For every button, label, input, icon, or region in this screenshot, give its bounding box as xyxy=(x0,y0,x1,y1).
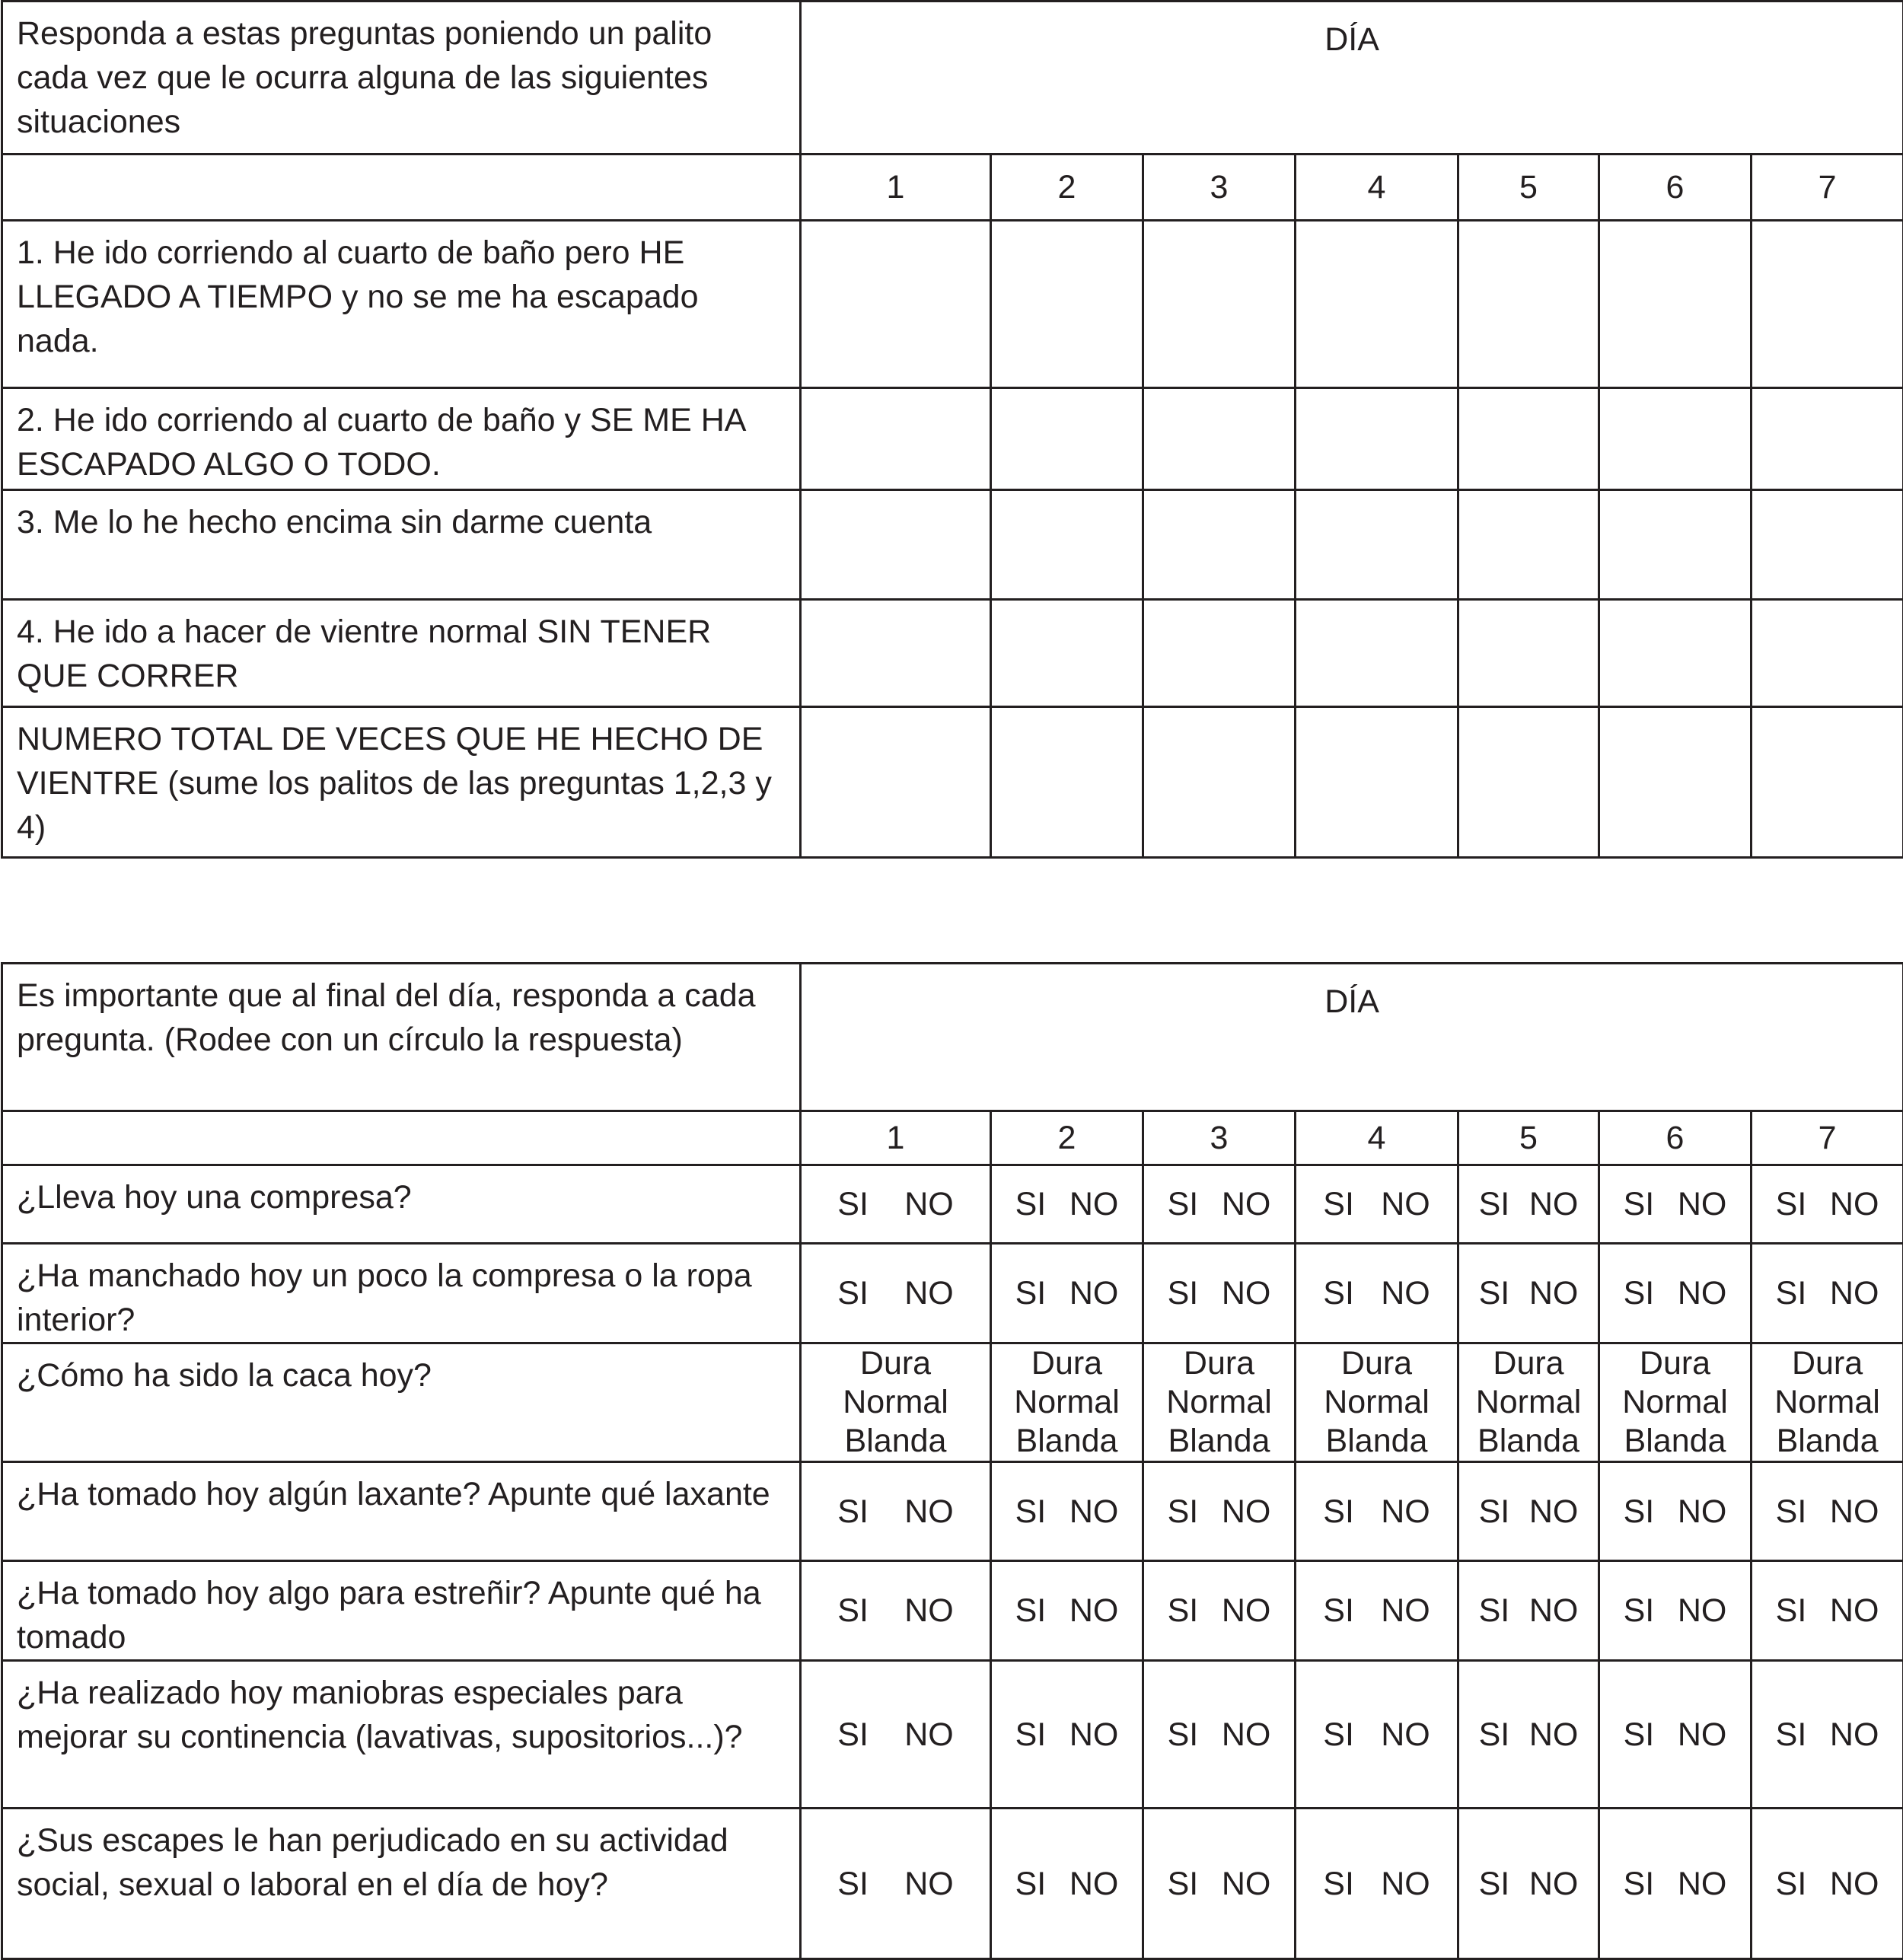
answer-cell xyxy=(1296,1661,1458,1809)
question-row xyxy=(2,1462,1903,1561)
option-si[interactable]: SI xyxy=(1776,1271,1807,1315)
tally-cell[interactable] xyxy=(991,490,1143,600)
yes-no-options xyxy=(1459,1490,1598,1534)
option-si[interactable]: SI xyxy=(1015,1271,1047,1315)
option-si[interactable]: SI xyxy=(1323,1182,1354,1226)
day-number: 7 xyxy=(1752,1111,1903,1165)
tally-cell[interactable] xyxy=(1458,221,1599,388)
option-no[interactable]: NO xyxy=(1678,1713,1727,1757)
option-si[interactable]: SI xyxy=(1776,1490,1807,1534)
option-no[interactable]: NO xyxy=(1529,1490,1579,1534)
tally-cell[interactable] xyxy=(1458,707,1599,858)
option-no[interactable]: NO xyxy=(1830,1271,1879,1315)
yes-no-options xyxy=(1600,1490,1750,1534)
empty-corner-cell xyxy=(2,155,801,221)
option-stool[interactable]: Normal xyxy=(1459,1383,1598,1422)
yes-no-options xyxy=(1752,1589,1902,1633)
tally-question: 3. Me lo he hecho encima sin darme cuenta xyxy=(2,490,801,600)
tally-cell[interactable] xyxy=(801,221,991,388)
yes-no-options xyxy=(1144,1862,1294,1906)
tally-cell[interactable] xyxy=(991,388,1143,490)
answer-cell xyxy=(1143,1244,1296,1343)
question-row xyxy=(2,1165,1903,1244)
yes-no-options xyxy=(1296,1490,1457,1534)
option-no[interactable]: NO xyxy=(1529,1182,1579,1226)
yes-no-options xyxy=(1600,1589,1750,1633)
option-stool[interactable]: Normal xyxy=(1144,1383,1294,1422)
yes-no-options xyxy=(1459,1182,1598,1226)
yes-no-options xyxy=(992,1182,1142,1226)
end-of-day-table xyxy=(1,962,1903,1960)
day-number: 1 xyxy=(801,155,991,221)
answer-cell xyxy=(1458,1809,1599,1959)
yes-no-options xyxy=(1752,1271,1902,1315)
option-stool[interactable]: Dura xyxy=(1459,1344,1598,1383)
option-no[interactable]: NO xyxy=(1069,1490,1119,1534)
option-no[interactable]: NO xyxy=(904,1490,954,1534)
option-no[interactable]: NO xyxy=(1830,1713,1879,1757)
question-text: ¿Ha realizado hoy maniobras especiales para mejorar su continencia (lavativas, supositorios...)? xyxy=(2,1661,801,1809)
yes-no-options xyxy=(1459,1862,1598,1906)
tally-cell[interactable] xyxy=(991,600,1143,707)
answer-cell xyxy=(1143,1343,1296,1462)
yes-no-options xyxy=(992,1862,1142,1906)
option-no[interactable]: NO xyxy=(1381,1490,1430,1534)
option-no[interactable]: NO xyxy=(1830,1589,1879,1633)
option-stool[interactable]: Dura xyxy=(1752,1344,1902,1383)
answer-cell xyxy=(801,1244,991,1343)
option-no[interactable]: NO xyxy=(1222,1271,1271,1315)
option-stool[interactable]: Blanda xyxy=(1459,1422,1598,1461)
option-si[interactable]: SI xyxy=(1479,1589,1510,1633)
day-header: DÍA xyxy=(801,964,1903,1111)
tally-cell[interactable] xyxy=(1752,490,1903,600)
yes-no-options xyxy=(802,1182,990,1226)
option-si[interactable]: SI xyxy=(1168,1271,1199,1315)
yes-no-options xyxy=(1144,1271,1294,1315)
yes-no-options xyxy=(1144,1182,1294,1226)
yes-no-options xyxy=(1459,1713,1598,1757)
answer-cell xyxy=(1143,1661,1296,1809)
option-si[interactable]: SI xyxy=(1015,1490,1047,1534)
tally-row xyxy=(2,707,1903,858)
option-si[interactable]: SI xyxy=(1624,1713,1655,1757)
yes-no-options xyxy=(1296,1862,1457,1906)
yes-no-options xyxy=(802,1862,990,1906)
answer-cell xyxy=(801,1343,991,1462)
instructions: Es importante que al final del día, responda a cada pregunta. (Rodee con un círculo la respuesta) xyxy=(2,964,801,1111)
answer-cell xyxy=(801,1661,991,1809)
answer-cell xyxy=(1458,1343,1599,1462)
option-si[interactable]: SI xyxy=(1479,1862,1510,1906)
question-text: ¿Cómo ha sido la caca hoy? xyxy=(2,1343,801,1462)
option-si[interactable]: SI xyxy=(837,1713,869,1757)
option-si[interactable]: SI xyxy=(1624,1182,1655,1226)
tally-row xyxy=(2,490,1903,600)
option-stool[interactable]: Dura xyxy=(992,1344,1142,1383)
stool-options xyxy=(1600,1344,1750,1461)
yes-no-options xyxy=(1600,1182,1750,1226)
option-no[interactable]: NO xyxy=(1381,1271,1430,1315)
yes-no-options xyxy=(992,1271,1142,1315)
yes-no-options xyxy=(802,1490,990,1534)
tally-question: NUMERO TOTAL DE VECES QUE HE HECHO DE VIENTRE (sume los palitos de las preguntas 1,2,3 y 4) xyxy=(2,707,801,858)
day-number: 1 xyxy=(801,1111,991,1165)
option-si[interactable]: SI xyxy=(1015,1713,1047,1757)
stool-options xyxy=(1144,1344,1294,1461)
yes-no-options xyxy=(1752,1490,1902,1534)
option-si[interactable]: SI xyxy=(1479,1182,1510,1226)
question-row xyxy=(2,1343,1903,1462)
tally-cell[interactable] xyxy=(1599,388,1752,490)
option-stool[interactable]: Blanda xyxy=(1752,1422,1902,1461)
option-no[interactable]: NO xyxy=(1678,1862,1727,1906)
tally-cell[interactable] xyxy=(1458,600,1599,707)
option-no[interactable]: NO xyxy=(1678,1490,1727,1534)
answer-cell xyxy=(1143,1165,1296,1244)
option-stool[interactable]: Normal xyxy=(1752,1383,1902,1422)
tally-cell[interactable] xyxy=(1296,600,1458,707)
option-no[interactable]: NO xyxy=(1529,1589,1579,1633)
option-si[interactable]: SI xyxy=(837,1589,869,1633)
answer-cell xyxy=(1296,1244,1458,1343)
tally-row xyxy=(2,600,1903,707)
bowel-diary-table xyxy=(1,0,1903,859)
answer-cell xyxy=(1599,1165,1752,1244)
option-si[interactable]: SI xyxy=(1479,1271,1510,1315)
answer-cell xyxy=(1143,1809,1296,1959)
option-stool[interactable]: Dura xyxy=(802,1344,990,1383)
answer-cell xyxy=(1143,1561,1296,1661)
tally-row xyxy=(2,221,1903,388)
option-no[interactable]: NO xyxy=(1222,1490,1271,1534)
yes-no-options xyxy=(992,1589,1142,1633)
yes-no-options xyxy=(1752,1862,1902,1906)
answer-cell xyxy=(1458,1561,1599,1661)
day-number: 2 xyxy=(991,155,1143,221)
option-si[interactable]: SI xyxy=(1624,1490,1655,1534)
answer-cell xyxy=(1599,1561,1752,1661)
header-row xyxy=(2,2,1903,155)
answer-cell xyxy=(1296,1462,1458,1561)
answer-cell xyxy=(991,1343,1143,1462)
stool-options xyxy=(1752,1344,1902,1461)
option-si[interactable]: SI xyxy=(1168,1182,1199,1226)
option-no[interactable]: NO xyxy=(1529,1862,1579,1906)
day-number: 6 xyxy=(1599,1111,1752,1165)
empty-corner-cell xyxy=(2,1111,801,1165)
tally-cell[interactable] xyxy=(1296,388,1458,490)
option-si[interactable]: SI xyxy=(1776,1713,1807,1757)
stool-options xyxy=(1296,1344,1457,1461)
option-no[interactable]: NO xyxy=(1222,1589,1271,1633)
tally-cell[interactable] xyxy=(1143,490,1296,600)
option-si[interactable]: SI xyxy=(1323,1271,1354,1315)
tally-cell[interactable] xyxy=(1458,388,1599,490)
option-si[interactable]: SI xyxy=(837,1271,869,1315)
yes-no-options xyxy=(1459,1271,1598,1315)
tally-row xyxy=(2,388,1903,490)
option-no[interactable]: NO xyxy=(1222,1182,1271,1226)
option-si[interactable]: SI xyxy=(1624,1271,1655,1315)
answer-cell xyxy=(1599,1343,1752,1462)
option-no[interactable]: NO xyxy=(904,1862,954,1906)
day-number: 2 xyxy=(991,1111,1143,1165)
tally-cell[interactable] xyxy=(801,388,991,490)
question-text: ¿Lleva hoy una compresa? xyxy=(2,1165,801,1244)
tally-question: 1. He ido corriendo al cuarto de baño pero HE LLEGADO A TIEMPO y no se me ha escapado nada. xyxy=(2,221,801,388)
answer-cell xyxy=(801,1561,991,1661)
option-si[interactable]: SI xyxy=(1323,1862,1354,1906)
tally-cell[interactable] xyxy=(1296,707,1458,858)
answer-cell xyxy=(801,1165,991,1244)
tally-cell[interactable] xyxy=(1143,600,1296,707)
yes-no-options xyxy=(1459,1589,1598,1633)
option-stool[interactable]: Dura xyxy=(1296,1344,1457,1383)
answer-cell xyxy=(1458,1165,1599,1244)
yes-no-options xyxy=(1752,1713,1902,1757)
option-no[interactable]: NO xyxy=(1069,1713,1119,1757)
option-no[interactable]: NO xyxy=(1830,1182,1879,1226)
option-si[interactable]: SI xyxy=(1168,1713,1199,1757)
option-no[interactable]: NO xyxy=(1222,1862,1271,1906)
tally-cell[interactable] xyxy=(991,707,1143,858)
instructions: Responda a estas preguntas poniendo un palito cada vez que le ocurra alguna de las siguientes situaciones xyxy=(2,2,801,155)
option-si[interactable]: SI xyxy=(837,1862,869,1906)
stool-options xyxy=(1459,1344,1598,1461)
option-stool[interactable]: Normal xyxy=(1296,1383,1457,1422)
answer-cell xyxy=(991,1462,1143,1561)
tally-cell[interactable] xyxy=(1599,707,1752,858)
option-no[interactable]: NO xyxy=(1678,1589,1727,1633)
tally-cell[interactable] xyxy=(801,707,991,858)
option-si[interactable]: SI xyxy=(1168,1862,1199,1906)
tally-cell[interactable] xyxy=(1752,388,1903,490)
option-si[interactable]: SI xyxy=(1323,1713,1354,1757)
question-text: ¿Ha manchado hoy un poco la compresa o la ropa interior? xyxy=(2,1244,801,1343)
option-no[interactable]: NO xyxy=(1381,1182,1430,1226)
option-no[interactable]: NO xyxy=(1069,1182,1119,1226)
yes-no-options xyxy=(1600,1862,1750,1906)
option-stool[interactable]: Normal xyxy=(992,1383,1142,1422)
yes-no-options xyxy=(1296,1589,1457,1633)
option-si[interactable]: SI xyxy=(1624,1589,1655,1633)
option-stool[interactable]: Blanda xyxy=(1144,1422,1294,1461)
tally-cell[interactable] xyxy=(1752,707,1903,858)
question-text: ¿Ha tomado hoy algún laxante? Apunte qué laxante xyxy=(2,1462,801,1561)
day-number: 4 xyxy=(1296,1111,1458,1165)
yes-no-options xyxy=(802,1713,990,1757)
option-si[interactable]: SI xyxy=(1776,1589,1807,1633)
question-text: ¿Sus escapes le han perjudicado en su actividad social, sexual o laboral en el día de hoy? xyxy=(2,1809,801,1959)
option-si[interactable]: SI xyxy=(1323,1589,1354,1633)
answer-cell xyxy=(801,1462,991,1561)
option-no[interactable]: NO xyxy=(1069,1589,1119,1633)
day-number-row xyxy=(2,155,1903,221)
tally-question: 4. He ido a hacer de vientre normal SIN TENER QUE CORRER xyxy=(2,600,801,707)
answer-cell xyxy=(991,1661,1143,1809)
option-stool[interactable]: Blanda xyxy=(992,1422,1142,1461)
day-number: 3 xyxy=(1143,155,1296,221)
answer-cell xyxy=(1752,1165,1903,1244)
option-no[interactable]: NO xyxy=(904,1182,954,1226)
tally-cell[interactable] xyxy=(1458,490,1599,600)
option-no[interactable]: NO xyxy=(1678,1271,1727,1315)
answer-cell xyxy=(991,1165,1143,1244)
yes-no-options xyxy=(1144,1713,1294,1757)
option-stool[interactable]: Normal xyxy=(1600,1383,1750,1422)
question-row xyxy=(2,1244,1903,1343)
answer-cell xyxy=(1599,1244,1752,1343)
option-si[interactable]: SI xyxy=(837,1182,869,1226)
yes-no-options xyxy=(1296,1271,1457,1315)
option-no[interactable]: NO xyxy=(904,1271,954,1315)
day-number: 4 xyxy=(1296,155,1458,221)
option-si[interactable]: SI xyxy=(1776,1182,1807,1226)
yes-no-options xyxy=(802,1589,990,1633)
option-no[interactable]: NO xyxy=(1069,1271,1119,1315)
question-row xyxy=(2,1809,1903,1959)
tally-cell[interactable] xyxy=(801,490,991,600)
option-si[interactable]: SI xyxy=(1479,1713,1510,1757)
answer-cell xyxy=(1599,1462,1752,1561)
tally-cell[interactable] xyxy=(801,600,991,707)
question-text: ¿Ha tomado hoy algo para estreñir? Apunte qué ha tomado xyxy=(2,1561,801,1661)
yes-no-options xyxy=(802,1271,990,1315)
option-no[interactable]: NO xyxy=(1381,1862,1430,1906)
option-si[interactable]: SI xyxy=(1015,1862,1047,1906)
tally-cell[interactable] xyxy=(1752,221,1903,388)
option-si[interactable]: SI xyxy=(1776,1862,1807,1906)
answer-cell xyxy=(1458,1661,1599,1809)
yes-no-options xyxy=(992,1490,1142,1534)
tally-cell[interactable] xyxy=(1752,600,1903,707)
stool-options xyxy=(802,1344,990,1461)
day-header: DÍA xyxy=(801,2,1903,155)
option-no[interactable]: NO xyxy=(1529,1713,1579,1757)
answer-cell xyxy=(1599,1661,1752,1809)
header-row xyxy=(2,964,1903,1111)
tally-cell[interactable] xyxy=(1143,707,1296,858)
option-no[interactable]: NO xyxy=(1830,1862,1879,1906)
option-stool[interactable]: Blanda xyxy=(1296,1422,1457,1461)
option-no[interactable]: NO xyxy=(1529,1271,1579,1315)
tally-cell[interactable] xyxy=(1143,388,1296,490)
answer-cell xyxy=(1296,1561,1458,1661)
answer-cell xyxy=(1143,1462,1296,1561)
yes-no-options xyxy=(1296,1713,1457,1757)
option-stool[interactable]: Blanda xyxy=(802,1422,990,1461)
yes-no-options xyxy=(1752,1182,1902,1226)
answer-cell xyxy=(1752,1343,1903,1462)
day-number: 7 xyxy=(1752,155,1903,221)
option-no[interactable]: NO xyxy=(904,1589,954,1633)
yes-no-options xyxy=(1144,1490,1294,1534)
option-si[interactable]: SI xyxy=(1015,1589,1047,1633)
tally-cell[interactable] xyxy=(1599,490,1752,600)
tally-cell[interactable] xyxy=(991,221,1143,388)
tally-cell[interactable] xyxy=(1296,490,1458,600)
day-number: 5 xyxy=(1458,155,1599,221)
tally-cell[interactable] xyxy=(1143,221,1296,388)
answer-cell xyxy=(991,1244,1143,1343)
answer-cell xyxy=(1752,1462,1903,1561)
option-no[interactable]: NO xyxy=(1678,1182,1727,1226)
option-stool[interactable]: Blanda xyxy=(1600,1422,1750,1461)
option-si[interactable]: SI xyxy=(1168,1589,1199,1633)
answer-cell xyxy=(991,1561,1143,1661)
tally-cell[interactable] xyxy=(1599,600,1752,707)
answer-cell xyxy=(1752,1244,1903,1343)
day-number: 6 xyxy=(1599,155,1752,221)
yes-no-options xyxy=(1600,1713,1750,1757)
option-no[interactable]: NO xyxy=(1069,1862,1119,1906)
tally-cell[interactable] xyxy=(1599,221,1752,388)
option-si[interactable]: SI xyxy=(837,1490,869,1534)
tally-cell[interactable] xyxy=(1296,221,1458,388)
answer-cell xyxy=(801,1809,991,1959)
option-stool[interactable]: Normal xyxy=(802,1383,990,1422)
option-si[interactable]: SI xyxy=(1015,1182,1047,1226)
day-number: 5 xyxy=(1458,1111,1599,1165)
day-number-row xyxy=(2,1111,1903,1165)
option-no[interactable]: NO xyxy=(904,1713,954,1757)
option-stool[interactable]: Dura xyxy=(1600,1344,1750,1383)
option-no[interactable]: NO xyxy=(1222,1713,1271,1757)
day-number: 3 xyxy=(1143,1111,1296,1165)
question-row xyxy=(2,1561,1903,1661)
yes-no-options xyxy=(1600,1271,1750,1315)
question-row xyxy=(2,1661,1903,1809)
option-no[interactable]: NO xyxy=(1381,1713,1430,1757)
answer-cell xyxy=(1752,1809,1903,1959)
answer-cell xyxy=(1599,1809,1752,1959)
tally-question: 2. He ido corriendo al cuarto de baño y SE ME HA ESCAPADO ALGO O TODO. xyxy=(2,388,801,490)
option-no[interactable]: NO xyxy=(1381,1589,1430,1633)
answer-cell xyxy=(991,1809,1143,1959)
answer-cell xyxy=(1296,1343,1458,1462)
answer-cell xyxy=(1458,1244,1599,1343)
option-stool[interactable]: Dura xyxy=(1144,1344,1294,1383)
answer-cell xyxy=(1296,1809,1458,1959)
yes-no-options xyxy=(1296,1182,1457,1226)
yes-no-options xyxy=(992,1713,1142,1757)
option-si[interactable]: SI xyxy=(1323,1490,1354,1534)
option-no[interactable]: NO xyxy=(1830,1490,1879,1534)
answer-cell xyxy=(1752,1661,1903,1809)
option-si[interactable]: SI xyxy=(1624,1862,1655,1906)
answer-cell xyxy=(1296,1165,1458,1244)
option-si[interactable]: SI xyxy=(1479,1490,1510,1534)
option-si[interactable]: SI xyxy=(1168,1490,1199,1534)
answer-cell xyxy=(1458,1462,1599,1561)
answer-cell xyxy=(1752,1561,1903,1661)
stool-options xyxy=(992,1344,1142,1461)
yes-no-options xyxy=(1144,1589,1294,1633)
